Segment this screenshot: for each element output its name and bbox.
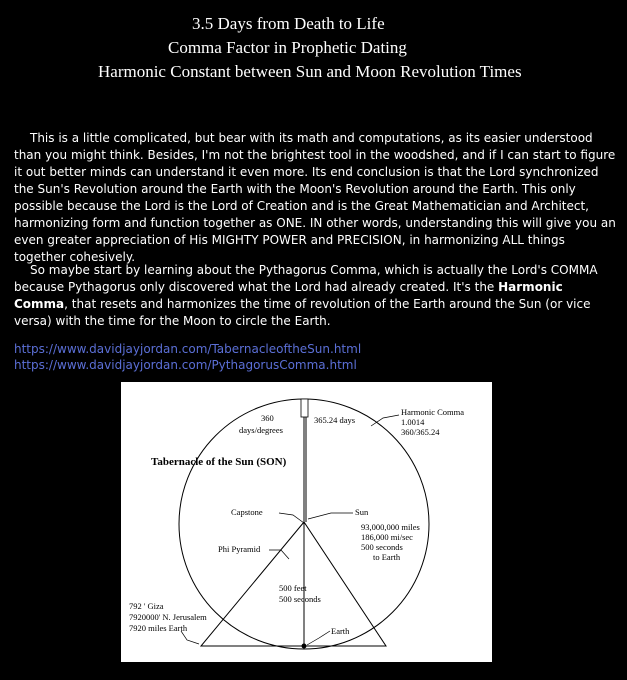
harmonic-comma-label: Harmonic Comma: [401, 407, 465, 417]
harmonic-comma-pointer: [371, 415, 399, 426]
sun-label: Sun: [355, 507, 369, 517]
giza-fact-1: 792 ' Giza: [129, 601, 164, 611]
sun-fact-speed: 186,000 mi/sec: [361, 532, 413, 542]
intro-paragraph-text: This is a little complicated, but bear with its math and computations, as its easier understood than you might think. Besides, I'm not the brightest tool in the woodshed, and if I can start to figure it out better minds can understand it even more. Its end conclusion is that the Lord synchronized the Sun's Revolution around the Earth with the Moon's Revolution around the Earth. This only possible because the Lord is the Lord of Creation and is the Great Mathematician and Architect, harmonizing form and function together as ONE. IN other words, understanding this will give you an even greater appreciation of His MIGHTY POWER and PRECISION, in harmonizing ALL things together cohesively.: [14, 131, 616, 264]
phi-pyramid-label: Phi Pyramid: [218, 544, 261, 554]
label-365: 365.24 days: [314, 415, 356, 425]
title-line-2: Comma Factor in Prophetic Dating: [168, 38, 407, 57]
comma-notch: [301, 399, 308, 417]
earth-label: Earth: [331, 626, 350, 636]
sun-fact-distance: 93,000,000 miles: [361, 522, 420, 532]
earth-pointer: [307, 631, 330, 645]
title-block: [0, 12, 627, 84]
link-pythagorus-comma[interactable]: https://www.davidjayjordan.com/PythagorusComma.html: [14, 358, 357, 372]
link-tabernacle-of-the-sun[interactable]: https://www.davidjayjordan.com/TabernacleoftheSun.html: [14, 342, 362, 356]
harmonic-comma-value: 1.0014: [401, 417, 425, 427]
sun-fact-to-earth: to Earth: [373, 552, 401, 562]
capstone-label: Capstone: [231, 507, 263, 517]
comma-paragraph: [14, 262, 620, 330]
giza-fact-2: 7920000' N. Jerusalem: [129, 612, 207, 622]
title-line-1: 3.5 Days from Death to Life: [192, 14, 385, 33]
earth-dot: [302, 644, 307, 649]
sun-pointer: [308, 513, 353, 519]
pyramid-fact-seconds: 500 seconds: [279, 594, 321, 604]
diagram-title: Tabernacle of the Sun (SON): [151, 456, 287, 468]
comma-paragraph-after: , that resets and harmonizes the time of revolution of the Earth around the Sun (or vice versa) with the time for the Moon to circle the Earth.: [14, 297, 591, 328]
harmonic-comma-bold: Harmonic Comma: [14, 280, 563, 311]
pyramid-fact-feet: 500 feet: [279, 583, 307, 593]
title-line-3: Harmonic Constant between Sun and Moon Revolution Times: [98, 62, 522, 81]
tabernacle-diagram: [121, 382, 492, 662]
harmonic-comma-ratio: 360/365.24: [401, 427, 440, 437]
links-list: [14, 341, 361, 373]
giza-fact-3: 7920 miles Earth: [129, 623, 188, 633]
capstone-pointer: [279, 513, 304, 523]
sun-fact-seconds: 500 seconds: [361, 542, 403, 552]
comma-paragraph-before: So maybe start by learning about the Pythagorus Comma, which is actually the Lord's COMMA because Pythagorus only discovered what the Lord had already created. It's the: [14, 263, 598, 294]
label-360: 360: [261, 413, 274, 423]
label-days-degrees: days/degrees: [239, 425, 283, 435]
intro-paragraph: [14, 130, 620, 266]
tabernacle-diagram-svg: [121, 382, 492, 662]
